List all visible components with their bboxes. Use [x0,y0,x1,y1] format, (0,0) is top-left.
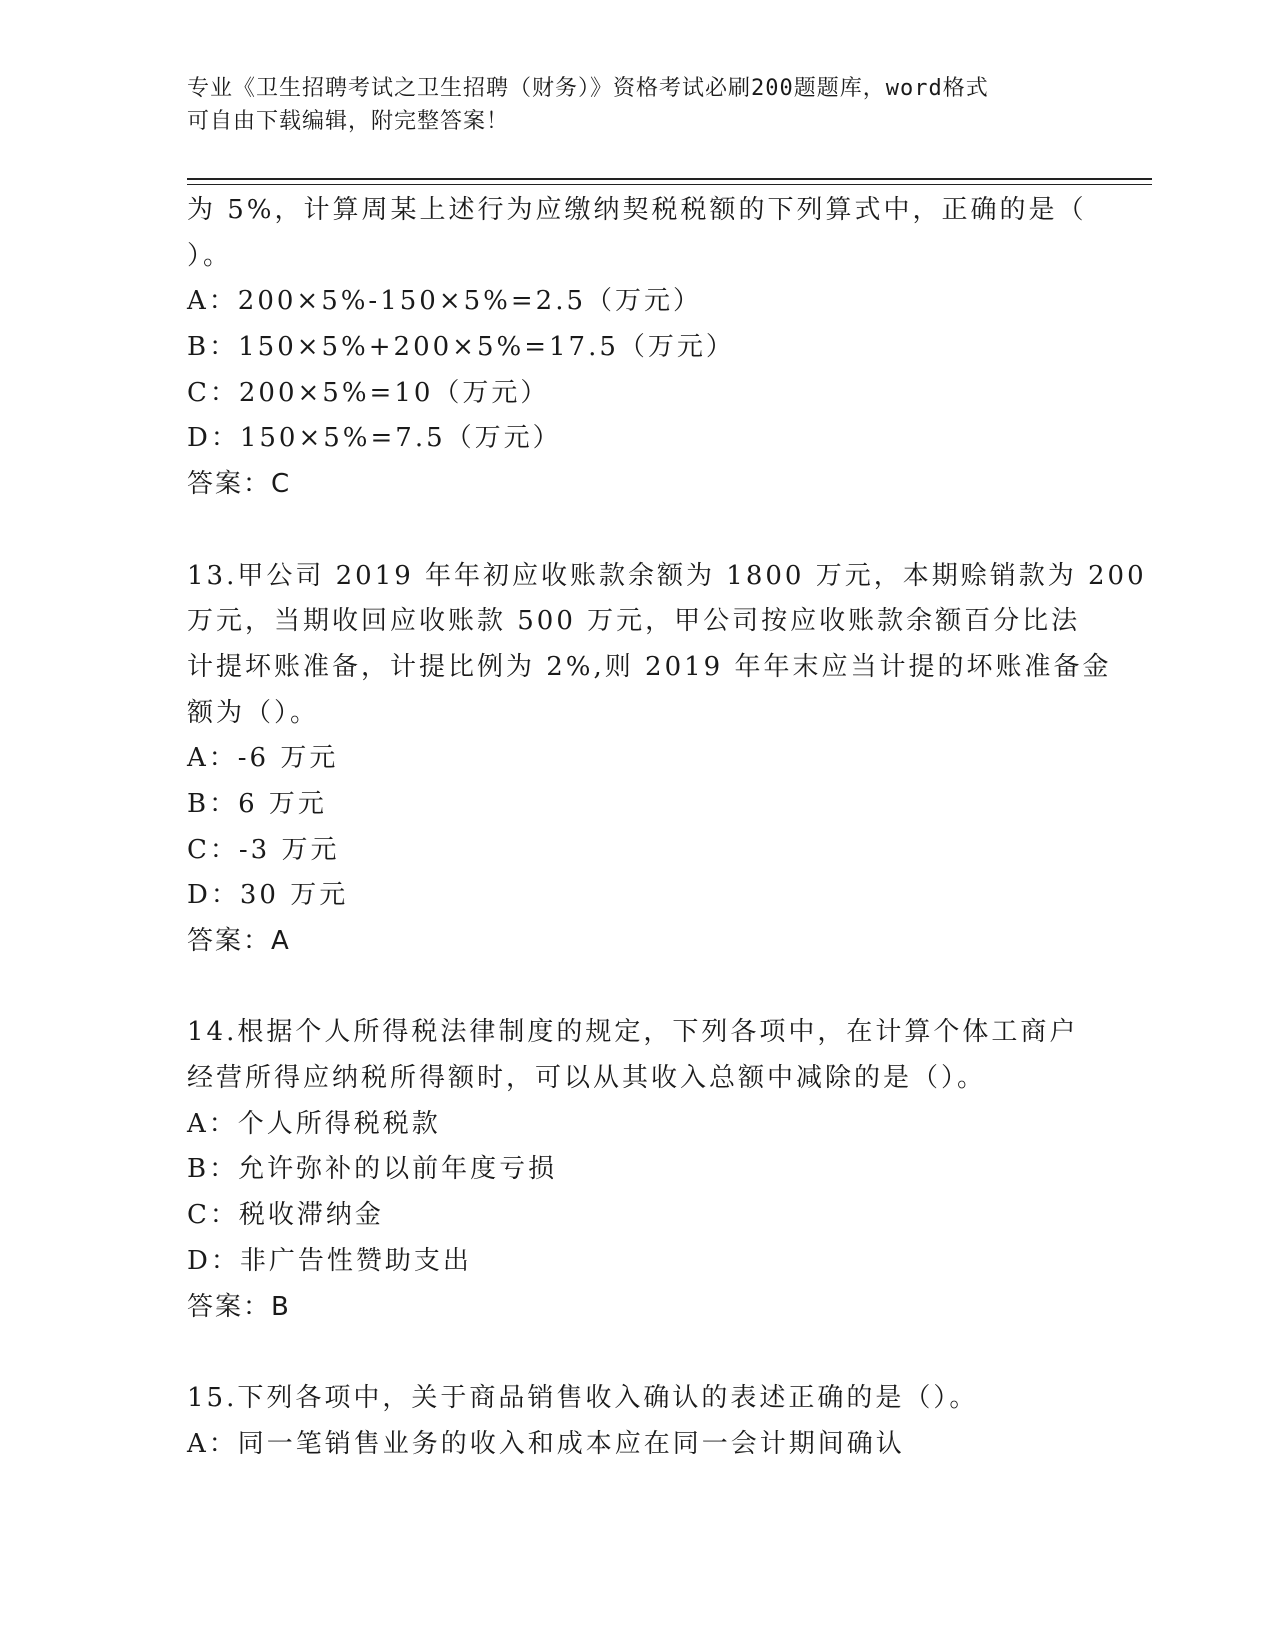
question-14 [187,1010,1117,1330]
answer-line: 答案：C [187,469,292,500]
question-stem-line: 13.甲公司 2019 年年初应收账款余额为 1800 万元，本期赊销款为 200 [187,560,1147,591]
question-stem-line: 15.下列各项中，关于商品销售收入确认的表述正确的是（）。 [187,1382,979,1413]
question-stem-line: 万元，当期收回应收账款 500 万元，甲公司按应收账款余额百分比法 [187,606,1081,637]
question-stem-line: 为 5%，计算周某上述行为应缴纳契税税额的下列算式中，正确的是（ [187,195,1087,225]
page-header [187,72,1067,138]
answer-line: 答案：B [187,1291,291,1322]
question-12 [187,188,1117,508]
option-c: C：200×5%=10（万元） [187,377,550,408]
question-stem-line: ）。 [187,240,233,271]
option-b: B：150×5%+200×5%=17.5（万元） [187,332,735,363]
spacer [187,508,1117,554]
answer-line: 答案：A [187,926,291,956]
option-a: A：-6 万元 [187,743,339,774]
option-a: A：个人所得税税款 [187,1108,441,1139]
option-c: C：-3 万元 [187,834,340,865]
option-a: A：同一笔销售业务的收入和成本应在同一会计期间确认 [187,1428,905,1459]
option-a: A：200×5%-150×5%=2.5（万元） [187,286,703,317]
spacer [187,965,1117,1011]
option-d: D：150×5%=7.5（万元） [187,423,562,454]
question-stem-line: 计提坏账准备，计提比例为 2%,则 2019 年年末应当计提的坏账准备金 [187,651,1112,682]
question-15 [187,1376,1117,1467]
header-line-1: 专业《卫生招聘考试之卫生招聘（财务）》资格考试必刷200题题库，word格式 [187,76,989,101]
question-stem-line: 额为（）。 [187,697,320,728]
spacer [187,1330,1117,1376]
header-line-2: 可自由下载编辑，附完整答案！ [187,109,510,134]
document-body [187,188,1147,1467]
question-13 [187,554,1147,965]
option-c: C：税收滞纳金 [187,1200,384,1231]
option-b: B：允许弥补的以前年度亏损 [187,1154,558,1185]
question-stem-line: 经营所得应纳税所得额时，可以从其收入总额中减除的是（）。 [187,1063,987,1094]
option-b: B：6 万元 [187,788,327,819]
option-d: D：非广告性赞助支出 [187,1245,472,1276]
header-rule [187,178,1152,185]
question-stem-line: 14.根据个人所得税法律制度的规定，下列各项中，在计算个体工商户 [187,1017,1079,1048]
option-d: D：30 万元 [187,880,349,911]
